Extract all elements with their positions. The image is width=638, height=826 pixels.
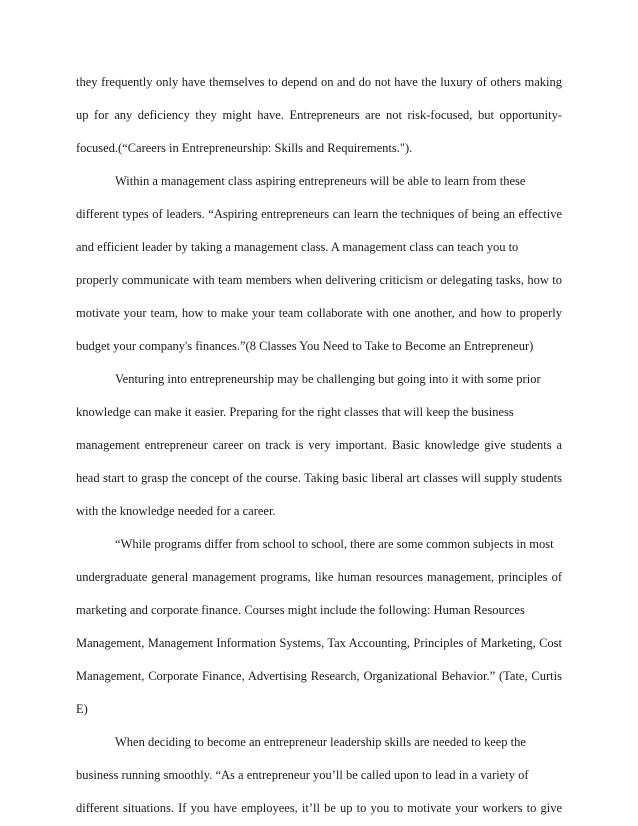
- text-line: properly communicate with team members when delivering criticism or delegating tasks, how to: [76, 273, 562, 287]
- paragraph-start-line: Venturing into entrepreneurship may be challenging but going into it with some prior: [115, 372, 541, 386]
- paragraph-start-line: Within a management class aspiring entrepreneurs will be able to learn from these: [115, 174, 526, 188]
- text-line: different types of leaders. “Aspiring entrepreneurs can learn the techniques of being an effective: [76, 207, 562, 221]
- text-line: business running smoothly. “As a entrepreneur you’ll be called upon to lead in a variety of: [76, 768, 529, 782]
- text-line: different situations. If you have employees, it’ll be up to you to motivate your workers to give: [76, 801, 562, 815]
- text-line: focused.(“Careers in Entrepreneurship: Skills and Requirements.").: [76, 141, 413, 155]
- paragraph-start-line: “While programs differ from school to school, there are some common subjects in most: [115, 537, 554, 551]
- text-line: marketing and corporate finance. Courses might include the following: Human Resources: [76, 603, 525, 617]
- text-line: up for any deficiency they might have. Entrepreneurs are not risk-focused, but opportunity-: [76, 108, 562, 122]
- text-line: Management, Management Information Systems, Tax Accounting, Principles of Marketing, Cost: [76, 636, 562, 650]
- text-line: Management, Corporate Finance, Advertising Research, Organizational Behavior.” (Tate, Curtis: [76, 669, 562, 683]
- text-line: management entrepreneur career on track is very important. Basic knowledge give students a: [76, 438, 562, 452]
- text-line: with the knowledge needed for a career.: [76, 504, 276, 518]
- text-line: undergraduate general management programs, like human resources management, principles of: [76, 570, 562, 584]
- text-line: budget your company's finances.”(8 Classes You Need to Take to Become an Entrepreneur): [76, 339, 534, 353]
- text-line: motivate your team, how to make your team collaborate with one another, and how to properly: [76, 306, 562, 320]
- paragraph-start-line: When deciding to become an entrepreneur leadership skills are needed to keep the: [115, 735, 526, 749]
- text-line: they frequently only have themselves to depend on and do not have the luxury of others making: [76, 75, 562, 89]
- text-line: E): [76, 702, 88, 716]
- text-line: knowledge can make it easier. Preparing for the right classes that will keep the business: [76, 405, 514, 419]
- text-line: and efficient leader by taking a management class. A management class can teach you to: [76, 240, 519, 254]
- text-line: head start to grasp the concept of the course. Taking basic liberal art classes will supply students: [76, 471, 562, 485]
